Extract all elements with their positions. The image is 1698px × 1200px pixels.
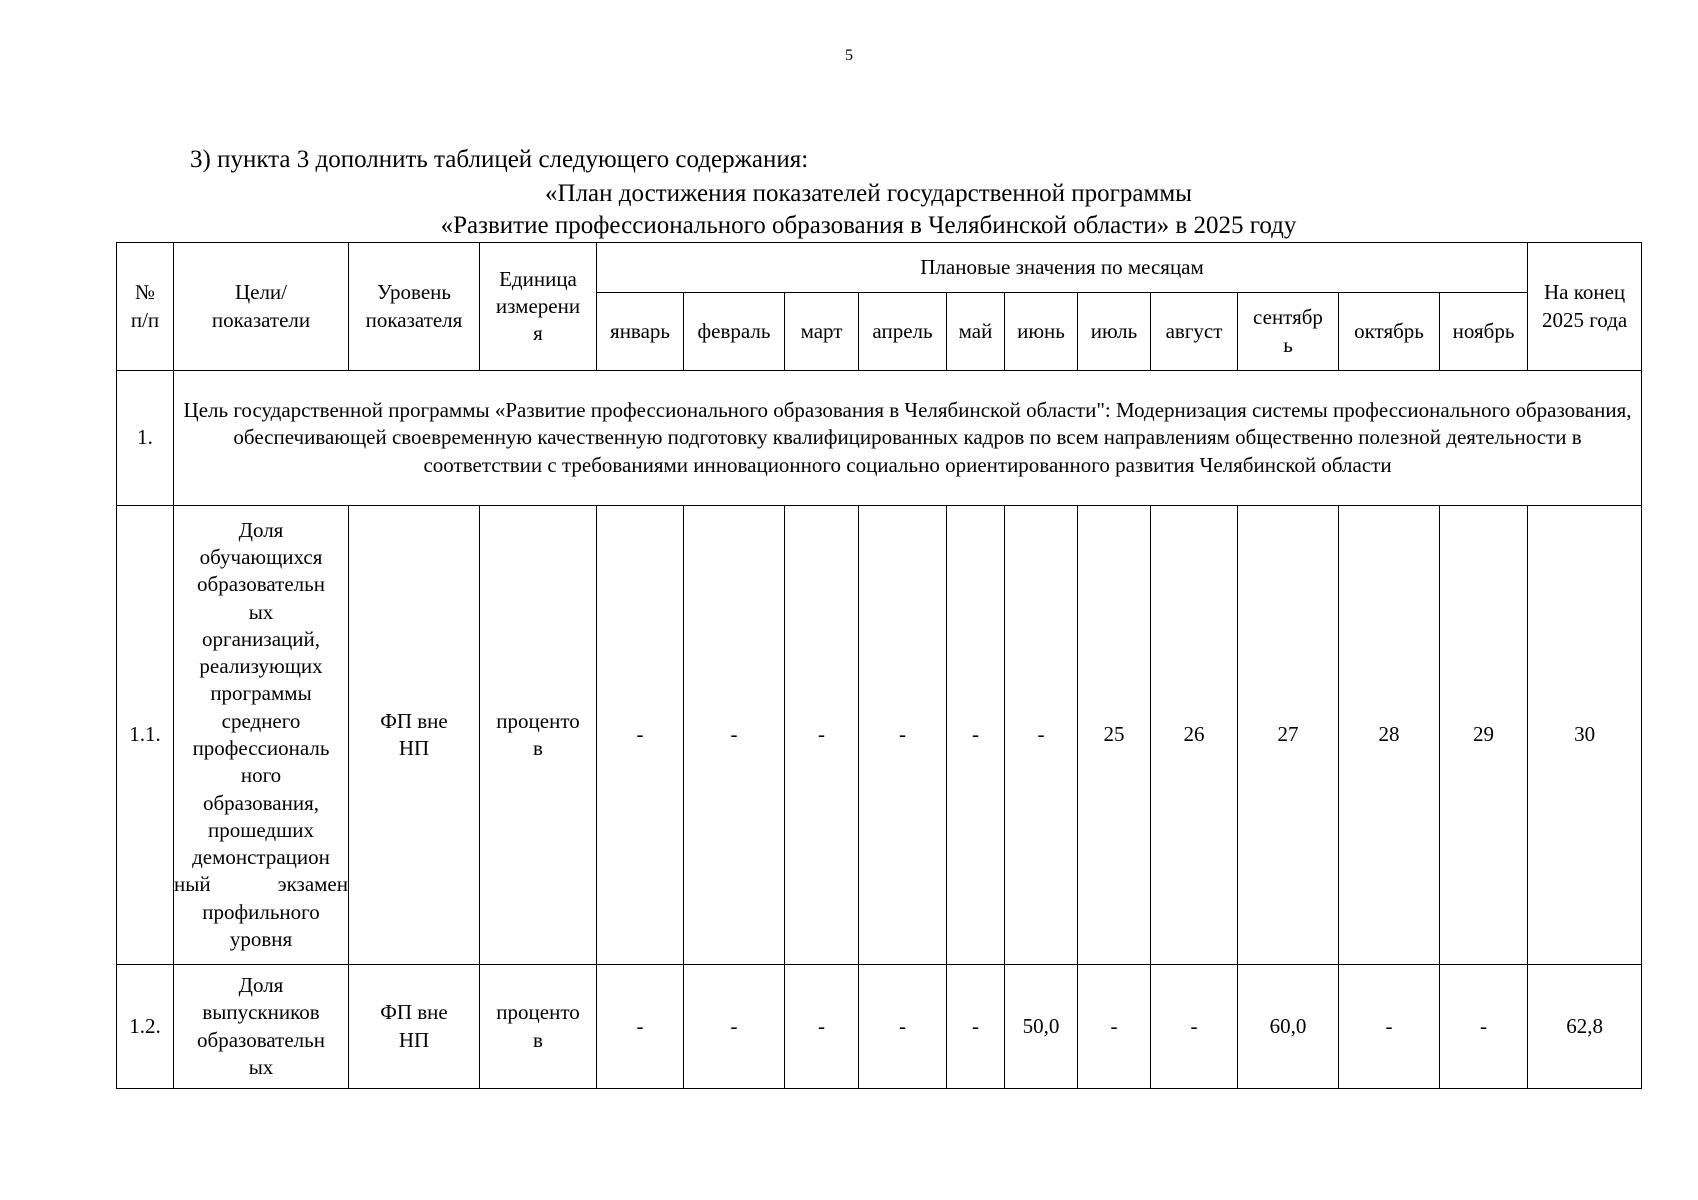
indicator-description-text: Доля выпускников образовательн ых (197, 972, 325, 1079)
row-num: 1.2. (117, 965, 174, 1089)
month-value: - (947, 506, 1005, 965)
page-number: 5 (845, 47, 853, 64)
header-level: Уровень показателя (349, 243, 480, 371)
intro-paragraph: 3) пункта 3 дополнить таблицей следующего содержания: (190, 146, 809, 173)
header-goals: Цели/ показатели (174, 243, 349, 371)
month-value: - (597, 506, 684, 965)
table-title-line-1: «План достижения показателей государственной программы (545, 180, 1192, 207)
header-month: февраль (684, 293, 785, 371)
month-value: 28 (1339, 506, 1440, 965)
month-value: - (1339, 965, 1440, 1089)
header-month: апрель (859, 293, 947, 371)
header-num: № п/п (117, 243, 174, 371)
table-title-line-2: «Развитие профессионального образования в Челябинской области» в 2025 году (440, 212, 1297, 239)
table-row (117, 965, 1642, 1089)
indicator-description-text: Доля обучающихся образовательн ых организаций, реализующих программы среднего профессиональ ного образования, прошедших демонстрацион (192, 517, 330, 870)
month-value: - (785, 965, 859, 1089)
month-value: 29 (1440, 506, 1528, 965)
table-row (117, 506, 1642, 965)
header-month: ноябрь (1440, 293, 1528, 371)
month-value: - (1005, 506, 1078, 965)
month-value: 60,0 (1238, 965, 1339, 1089)
header-month: март (785, 293, 859, 371)
row-num: 1.1. (117, 506, 174, 965)
month-value: - (1078, 965, 1151, 1089)
header-row-1 (117, 243, 1642, 293)
header-month: октябрь (1339, 293, 1440, 371)
header-month: январь (597, 293, 684, 371)
month-value: - (859, 965, 947, 1089)
goal-row (117, 371, 1642, 506)
indicator-level: ФП вне НП (349, 506, 480, 965)
header-month: май (947, 293, 1005, 371)
header-month: август (1151, 293, 1238, 371)
header-monthly-group: Плановые значения по месяцам (597, 243, 1528, 293)
indicator-level: ФП вне НП (349, 965, 480, 1089)
month-value: - (947, 965, 1005, 1089)
goal-row-text: Цель государственной программы «Развитие профессионального образования в Челябинской области": Модернизация системы профессионального образования, обеспечивающей своевременную качественную подготовку квалифицированных кадров по всем направлениям общественно полезной деятельности в соответствии с требованиями инновационного социально ориентированного развития Челябинской области (174, 371, 1642, 506)
month-value: 25 (1078, 506, 1151, 965)
header-month: июль (1078, 293, 1151, 371)
indicator-description-justified-line: ный экзамен (174, 872, 348, 897)
indicator-description (174, 506, 349, 965)
header-end-of-year: На конец 2025 года (1528, 243, 1642, 371)
month-value: - (684, 965, 785, 1089)
header-month: сентябр ь (1238, 293, 1339, 371)
month-value: - (597, 965, 684, 1089)
month-value: 50,0 (1005, 965, 1078, 1089)
header-month: июнь (1005, 293, 1078, 371)
indicators-plan-table (116, 242, 1642, 1089)
header-unit: Единица измерени я (480, 243, 597, 371)
month-value: - (684, 506, 785, 965)
goal-row-num: 1. (117, 371, 174, 506)
indicator-description-text-end: профильного уровня (202, 899, 320, 952)
indicator-unit: проценто в (480, 965, 597, 1089)
month-value: - (859, 506, 947, 965)
month-value: - (1151, 965, 1238, 1089)
end-of-year-value: 62,8 (1528, 965, 1642, 1089)
month-value: - (1440, 965, 1528, 1089)
month-value: 27 (1238, 506, 1339, 965)
month-value: 26 (1151, 506, 1238, 965)
indicator-description (174, 965, 349, 1089)
indicator-unit: проценто в (480, 506, 597, 965)
end-of-year-value: 30 (1528, 506, 1642, 965)
month-value: - (785, 506, 859, 965)
